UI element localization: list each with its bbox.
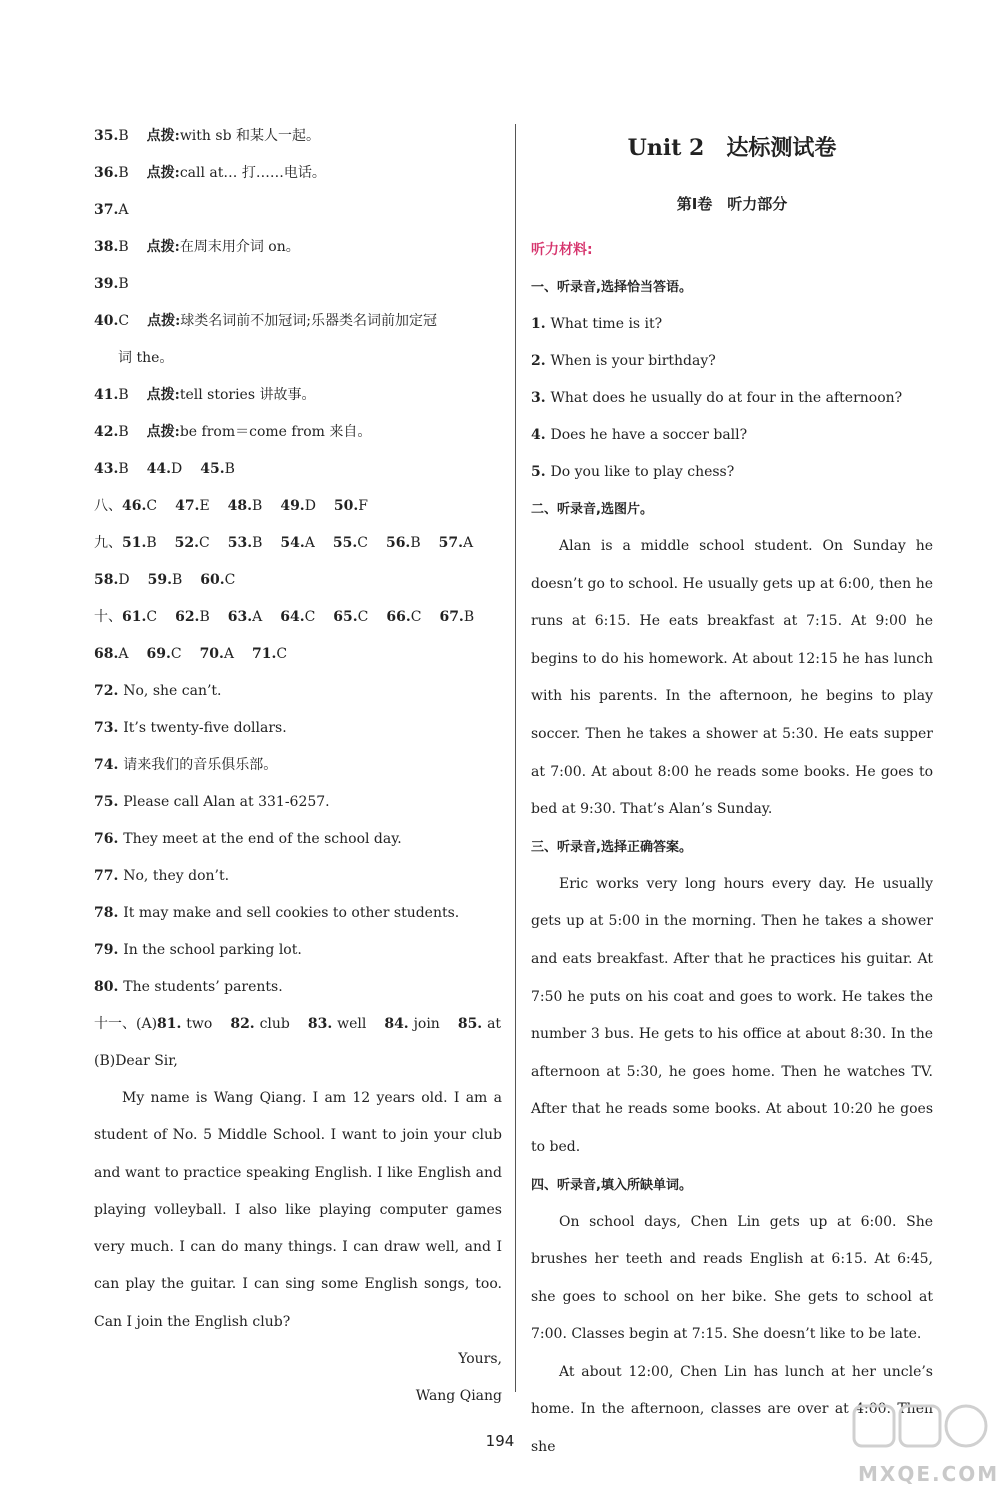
answer-word: club [259,1016,290,1032]
answer-letter: B [171,572,183,588]
question-number: 3. [531,390,551,406]
answer-letter: C [118,313,130,329]
answer-line [94,118,502,155]
listening-question [531,306,933,343]
answer-column [94,118,502,1415]
answer-text: No, she can’t. [123,683,222,699]
answer-number: 84. [384,1016,414,1032]
answer-letter: B [463,609,475,625]
answer-number: 75. [94,794,124,810]
question-number: 5. [531,464,551,480]
answer-number: 60. [200,572,225,588]
section-prefix: 十、 [94,609,122,625]
letter-body: My name is Wang Qiang. I am 12 years old. I am a student of No. 5 Middle School. I want to join your club and want to practice speaking English. I like English and playing volleyball. I also like playing computer games very much. I can do many things. I can draw well, and I can play the guitar. I can sing some English songs, too. Can I join the English club? [94,1090,502,1330]
answer-sentence [94,784,502,821]
answer-number: 72. [94,683,124,699]
hint-label: 点拨: [146,424,180,440]
answer-letter: C [410,609,422,625]
question-number: 1. [531,316,551,332]
material-label: 听力材料: [531,242,593,258]
answer-number: 63. [227,609,253,625]
answer-letter: C [146,609,158,625]
section-prefix: 九、 [94,535,122,551]
answer-number: 58. [94,572,119,588]
question-text: What does he usually do at four in the afternoon? [550,390,903,406]
answer-text: No, they don’t. [123,868,230,884]
answer-number: 41. [94,387,119,403]
answer-number: 49. [280,498,305,514]
answer-letter: B [118,424,129,440]
hint-label: 点拨: [146,128,180,144]
answer-group-line [94,636,502,673]
answer-letter: B [252,535,263,551]
section-4-text-1: On school days, Chen Lin gets up at 6:00. She brushes her teeth and reads English at 6:15. At 6:45, she goes to school on her bike. She gets to school at 7:00. Classes begin at 7:15. She doesn’t like to be late. [531,1213,933,1343]
section-prefix: 十一、(A) [94,1016,158,1032]
answer-number: 79. [94,942,124,958]
hint-label: 点拨: [146,387,180,403]
hint-label: 点拨: [146,239,180,255]
answer-number: 56. [385,535,411,551]
hint-text: be from＝come from 来自。 [179,424,372,440]
listening-question [531,417,933,454]
answer-number: 62. [175,609,200,625]
answer-letter: B [118,276,129,292]
answer-group-line [94,599,502,636]
answer-number: 83. [307,1016,338,1032]
answer-group-line [94,451,502,488]
watermark-text: MXQE.COM [858,1462,1000,1486]
answer-sentence [94,821,502,858]
answer-letter: B [224,461,235,477]
answer-number: 39. [94,276,119,292]
answer-line [94,192,502,229]
answer-letter: A [462,535,474,551]
answer-word: join [413,1016,440,1032]
answer-notes [94,118,502,451]
hint-label: 点拨: [146,165,180,181]
answer-line [94,155,502,192]
answer-number: 66. [386,609,411,625]
answer-text: The students’ parents. [123,979,283,995]
listening-question [531,343,933,380]
answer-number: 81. [157,1016,187,1032]
answer-number: 52. [174,535,200,551]
answer-letter: F [358,498,368,514]
answer-group-line [94,488,502,525]
answer-letter: A [223,646,235,662]
answer-number: 76. [94,831,124,847]
answer-letter: C [146,498,158,514]
answer-line [94,266,502,303]
letter-signature: Wang Qiang [415,1388,502,1405]
answer-sentence [94,932,502,969]
answer-letter: C [357,535,368,551]
answer-letter: D [171,461,183,477]
answer-number: 74. [94,757,124,773]
answer-number: 35. [94,128,119,144]
answer-number: 73. [94,720,124,736]
answer-letter: B [199,609,210,625]
answer-number: 71. [252,646,277,662]
section-2-text: Alan is a middle school student. On Sunday he doesn’t go to school. He usually gets up at 6:00, then he runs at 6:15. He eats breakfast at 7:15. At 9:00 he begins to do his homework. At about 12:15 he has lunch with his parents. In the afternoon, he begins to play soccer. Then he takes a shower at 5:30. He eats supper at 7:00. At about 8:00 he reads some books. He goes to bed at 9:30. That’s Alan’s Sunday. [531,538,933,818]
answer-number: 46. [122,498,147,514]
answer-letter: B [252,498,263,514]
answer-letter: B [410,535,421,551]
answer-sentence [94,969,502,1006]
hint-text: 在周末用介词 on。 [179,239,300,255]
question-text: When is your birthday? [550,353,716,369]
answer-letter: A [118,646,129,662]
answer-letter: C [276,646,288,662]
answer-letter: C [199,535,210,551]
answer-letter: E [199,498,210,514]
hint-label: 点拨: [147,313,181,329]
answer-letter: B [118,128,129,144]
answer-letter: B [118,387,129,403]
answer-sentence [94,858,502,895]
section-11-answers [94,1006,502,1043]
answer-number: 68. [94,646,119,662]
answer-number: 40. [94,313,119,329]
letter-closing: Yours, [458,1351,502,1368]
answer-sentence [94,710,502,747]
question-text: Do you like to play chess? [550,464,735,480]
answer-number: 44. [146,461,172,477]
section-1-head: 一、听录音,选择恰当答语。 [531,280,692,295]
section-4-text-2: At about 12:00, Chen Lin has lunch at her uncle’s home. In the afternoon, classes are over at 4:00. Then she [531,1363,933,1456]
section-3-head: 三、听录音,选择正确答案。 [531,839,692,855]
answer-number: 48. [227,498,253,514]
answer-number: 85. [457,1016,488,1032]
hint-text: tell stories 讲故事。 [179,387,316,403]
answer-letter: A [118,202,129,218]
answer-letter: A [252,609,263,625]
answer-number: 65. [333,609,358,625]
answer-number: 59. [147,572,172,588]
answer-group-line [94,525,502,562]
answer-number: 43. [94,461,119,477]
question-number: 2. [531,353,551,369]
answer-number: 78. [94,905,124,921]
listening-column [531,118,933,1467]
page-number: 194 [485,1432,515,1450]
answer-text: It may make and sell cookies to other students. [123,905,460,921]
answer-line [94,414,502,451]
answer-number: 54. [280,535,305,551]
answer-number: 36. [94,165,119,181]
section-1-questions [531,306,933,491]
answer-line [94,340,502,377]
answer-number: 51. [122,535,147,551]
question-number: 4. [531,427,551,443]
answer-line [94,303,502,340]
answer-number: 70. [199,646,224,662]
answer-letter: D [304,498,316,514]
listening-question [531,454,933,491]
answer-number: 77. [94,868,124,884]
answer-text: It’s twenty-five dollars. [123,720,287,736]
letter-salutation: (B)Dear Sir, [94,1053,178,1069]
watermark-logo [844,1398,1000,1498]
answer-text: They meet at the end of the school day. [123,831,402,847]
column-divider [515,124,516,1392]
answer-groups [94,451,502,673]
answer-number: 45. [200,461,225,477]
hint-text: 球类名词前不加冠词;乐器类名词前加定冠 [180,313,437,329]
answer-letter: B [118,461,129,477]
answer-text: Please call Alan at 331-6257. [123,794,330,810]
answer-number: 37. [94,202,119,218]
answer-sentence [94,747,502,784]
answer-sentences [94,673,502,1006]
answer-group-line [94,562,502,599]
answer-letter: B [146,535,157,551]
answer-letter: B [118,239,129,255]
hint-text: with sb 和某人一起。 [179,128,320,144]
section-2-head: 二、听录音,选图片。 [531,502,653,517]
answer-line [94,229,502,266]
unit-title: Unit 2 达标测试卷 [627,135,837,161]
section-4-head: 四、听录音,填入所缺单词。 [531,1177,692,1193]
part-title: 第Ⅰ卷 听力部分 [676,195,788,213]
answer-word: two [186,1016,213,1032]
answer-number: 57. [438,535,463,551]
answer-number: 80. [94,979,124,995]
answer-number: 42. [94,424,119,440]
answer-letter: B [118,165,129,181]
answer-word: at [487,1016,502,1032]
section-3-text: Eric works very long hours every day. He usually gets up at 5:00 in the morning. Then he takes a shower and eats breakfast. After that he practices his guitar. At 7:50 he puts on his coat and goes to work. He takes the number 3 bus. He gets to his office at about 8:30. In the afternoon at 5:30, he goes home. Then he watches TV. After that he reads some books. At about 10:20 he goes to bed. [531,875,933,1155]
answer-letter: A [304,535,315,551]
section-prefix: 八、 [94,498,122,514]
answer-number: 53. [227,535,253,551]
answer-letter: D [118,572,130,588]
answer-text: In the school parking lot. [123,942,302,958]
answer-number: 50. [333,498,359,514]
answer-letter: C [224,572,236,588]
hint-text: call at… 打……电话。 [179,165,326,181]
answer-sentence [94,895,502,932]
answer-number: 82. [230,1016,260,1032]
question-text: Does he have a soccer ball? [550,427,748,443]
answer-number: 55. [332,535,358,551]
answer-number: 61. [122,609,147,625]
answer-word: well [337,1016,367,1032]
answer-number: 67. [439,609,464,625]
answer-sentence [94,673,502,710]
answer-number: 47. [175,498,200,514]
answer-text: 请来我们的音乐俱乐部。 [123,757,278,773]
answer-number: 69. [146,646,171,662]
listening-question [531,380,933,417]
answer-letter: C [304,609,316,625]
hint-text: 词 the。 [118,350,174,366]
answer-number: 38. [94,239,119,255]
answer-number: 64. [280,609,305,625]
answer-line [94,377,502,414]
question-text: What time is it? [550,316,663,332]
answer-letter: C [357,609,369,625]
answer-letter: C [170,646,182,662]
